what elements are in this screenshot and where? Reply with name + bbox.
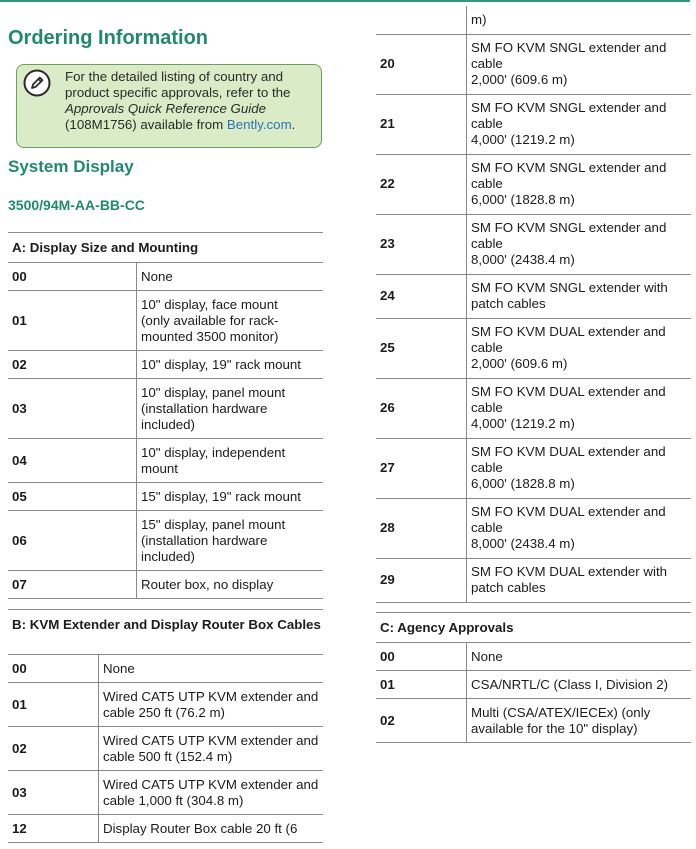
description-line: None (103, 660, 135, 676)
description-line: 15" display, 19" rack mount (141, 488, 301, 504)
table-row (376, 498, 691, 558)
option-description (467, 643, 692, 671)
description-line: (only available for rack- (141, 312, 279, 328)
description-line: 10" display, panel mount (141, 384, 286, 400)
table-row (376, 699, 691, 743)
option-description (99, 815, 324, 843)
description-line: 4,000' (1219.2 m) (471, 416, 575, 431)
description-line: SM FO KVM DUAL extender and (471, 384, 666, 399)
description-line: included) (141, 416, 195, 432)
table-row (8, 727, 323, 771)
option-code: 06 (8, 511, 137, 571)
description-line: cable (471, 236, 503, 251)
description-line: None (141, 268, 173, 284)
description-line: cable (471, 460, 503, 475)
option-code (376, 6, 467, 34)
description-line: patch cables (471, 580, 546, 595)
table-row (376, 6, 691, 34)
option-code: 01 (8, 683, 99, 727)
description-line: (installation hardware (141, 400, 268, 416)
table-row (8, 483, 323, 511)
option-code: 27 (376, 438, 467, 498)
table-row (376, 378, 691, 438)
option-description (99, 771, 324, 815)
model-number: 3500/94M-AA-BB-CC (8, 197, 145, 213)
description-line: Display Router Box cable 20 ft (6 (103, 820, 298, 836)
option-code: 05 (8, 483, 137, 511)
option-description (99, 683, 324, 727)
description-line: 10" display, 19" rack mount (141, 356, 301, 372)
option-code: 07 (8, 571, 137, 599)
option-description (467, 274, 692, 318)
description-line: available for the 10" display) (471, 720, 638, 736)
table-row (8, 571, 323, 599)
description-line: CSA/NRTL/C (Class I, Division 2) (471, 676, 669, 692)
description-line: 15" display, panel mount (141, 516, 286, 532)
option-code: 29 (376, 558, 467, 602)
description-line: SM FO KVM SNGL extender with (471, 280, 668, 295)
description-line: mount (141, 460, 178, 476)
table-row (376, 318, 691, 378)
table-row (8, 291, 323, 351)
option-description (99, 727, 324, 771)
option-description (467, 34, 692, 94)
description-line: SM FO KVM SNGL extender and (471, 40, 667, 55)
description-line: 8,000' (2438.4 m) (471, 536, 575, 551)
description-line: 4,000' (1219.2 m) (471, 132, 575, 147)
option-description (467, 498, 692, 558)
section-b-table (8, 654, 323, 843)
description-line: 6,000' (1828.8 m) (471, 476, 575, 491)
option-description (137, 379, 324, 439)
option-description (137, 263, 324, 291)
option-code: 01 (8, 291, 137, 351)
table-row (8, 771, 323, 815)
option-description (99, 655, 324, 683)
option-description (467, 699, 692, 743)
option-code: 00 (376, 643, 467, 671)
description-line: cable (471, 400, 503, 415)
description-line: Router box, no display (141, 576, 274, 592)
option-code: 03 (8, 379, 137, 439)
description-line: m) (471, 11, 487, 27)
section-heading: System Display (8, 157, 134, 176)
table-row (8, 351, 323, 379)
option-description (467, 154, 692, 214)
note-end: . (291, 117, 296, 132)
option-description (467, 318, 692, 378)
option-description (137, 351, 324, 379)
description-line: None (471, 648, 503, 664)
table-row (376, 558, 691, 602)
option-code: 04 (8, 439, 137, 483)
table-row (376, 34, 691, 94)
description-line: Wired CAT5 UTP KVM extender and (103, 688, 319, 704)
pencil-icon (23, 69, 51, 97)
option-description (137, 439, 324, 483)
table-row (376, 438, 691, 498)
table-row (376, 94, 691, 154)
option-code: 22 (376, 154, 467, 214)
page-title: Ordering Information (8, 27, 208, 49)
option-code: 12 (8, 815, 99, 843)
option-code: 02 (8, 351, 137, 379)
description-line: cable (471, 176, 503, 191)
option-description (467, 558, 692, 602)
option-description (137, 511, 324, 571)
description-line: 10" display, independent (141, 444, 286, 460)
description-line: cable (471, 116, 503, 131)
description-line: SM FO KVM DUAL extender with (471, 564, 668, 579)
option-code: 02 (376, 699, 467, 743)
section-b-table-continued (376, 6, 691, 603)
option-description (467, 671, 692, 699)
option-code: 28 (376, 498, 467, 558)
option-description (467, 214, 692, 274)
note-text: For the detailed listing of country and product specific approvals, refer to the (65, 69, 291, 100)
top-rule (0, 0, 690, 2)
option-code: 20 (376, 34, 467, 94)
description-line: included) (141, 548, 195, 564)
description-line: cable 1,000 ft (304.8 m) (103, 792, 244, 808)
option-description (137, 483, 324, 511)
option-code: 02 (8, 727, 99, 771)
bently-link[interactable]: Bently.com (226, 117, 292, 132)
description-line: SM FO KVM SNGL extender and (471, 100, 667, 115)
option-description (467, 6, 692, 34)
description-line: patch cables (471, 296, 546, 311)
table-row (8, 815, 323, 843)
note-text-2: (108M1756) available from (65, 117, 227, 132)
description-line: 6,000' (1828.8 m) (471, 192, 575, 207)
description-line: cable (471, 340, 503, 355)
option-code: 00 (8, 263, 137, 291)
table-row (8, 439, 323, 483)
table-row (376, 671, 691, 699)
description-line: SM FO KVM DUAL extender and (471, 444, 666, 459)
table-row (8, 263, 323, 291)
option-description (467, 378, 692, 438)
description-line: cable 500 ft (152.4 m) (103, 748, 233, 764)
description-line: Wired CAT5 UTP KVM extender and (103, 732, 319, 748)
option-code: 00 (8, 655, 99, 683)
table-row (8, 683, 323, 727)
section-c-title: C: Agency Approvals (376, 612, 691, 636)
note-guide-title: Approvals Quick Reference Guide (65, 101, 267, 116)
description-line: cable (471, 56, 503, 71)
table-row (8, 511, 323, 571)
option-code: 23 (376, 214, 467, 274)
section-a-table (8, 262, 323, 599)
table-row (376, 643, 691, 671)
option-code: 21 (376, 94, 467, 154)
description-line: cable (471, 520, 503, 535)
option-code: 03 (8, 771, 99, 815)
description-line: Multi (CSA/ATEX/IECEx) (only (471, 704, 651, 720)
option-code: 24 (376, 274, 467, 318)
description-line: cable 250 ft (76.2 m) (103, 704, 225, 720)
option-description (137, 571, 324, 599)
table-row (8, 379, 323, 439)
approvals-note (16, 64, 322, 148)
description-line: 2,000' (609.6 m) (471, 356, 568, 371)
table-row (376, 214, 691, 274)
table-row (8, 655, 323, 683)
table-row (376, 154, 691, 214)
description-line: SM FO KVM DUAL extender and (471, 324, 666, 339)
section-a-title: A: Display Size and Mounting (8, 232, 323, 256)
description-line: SM FO KVM SNGL extender and (471, 220, 667, 235)
section-c-table (376, 642, 691, 743)
description-line: SM FO KVM DUAL extender and (471, 504, 666, 519)
description-line: Wired CAT5 UTP KVM extender and (103, 776, 319, 792)
section-b-title: B: KVM Extender and Display Router Box Cables (8, 609, 323, 633)
description-line: 10" display, face mount (141, 296, 278, 312)
table-row (376, 274, 691, 318)
option-description (137, 291, 324, 351)
description-line: 2,000' (609.6 m) (471, 72, 568, 87)
option-code: 25 (376, 318, 467, 378)
description-line: mounted 3500 monitor) (141, 328, 279, 344)
option-code: 26 (376, 378, 467, 438)
description-line: 8,000' (2438.4 m) (471, 252, 575, 267)
description-line: SM FO KVM SNGL extender and (471, 160, 667, 175)
option-code: 01 (376, 671, 467, 699)
option-description (467, 94, 692, 154)
option-description (467, 438, 692, 498)
description-line: (installation hardware (141, 532, 268, 548)
